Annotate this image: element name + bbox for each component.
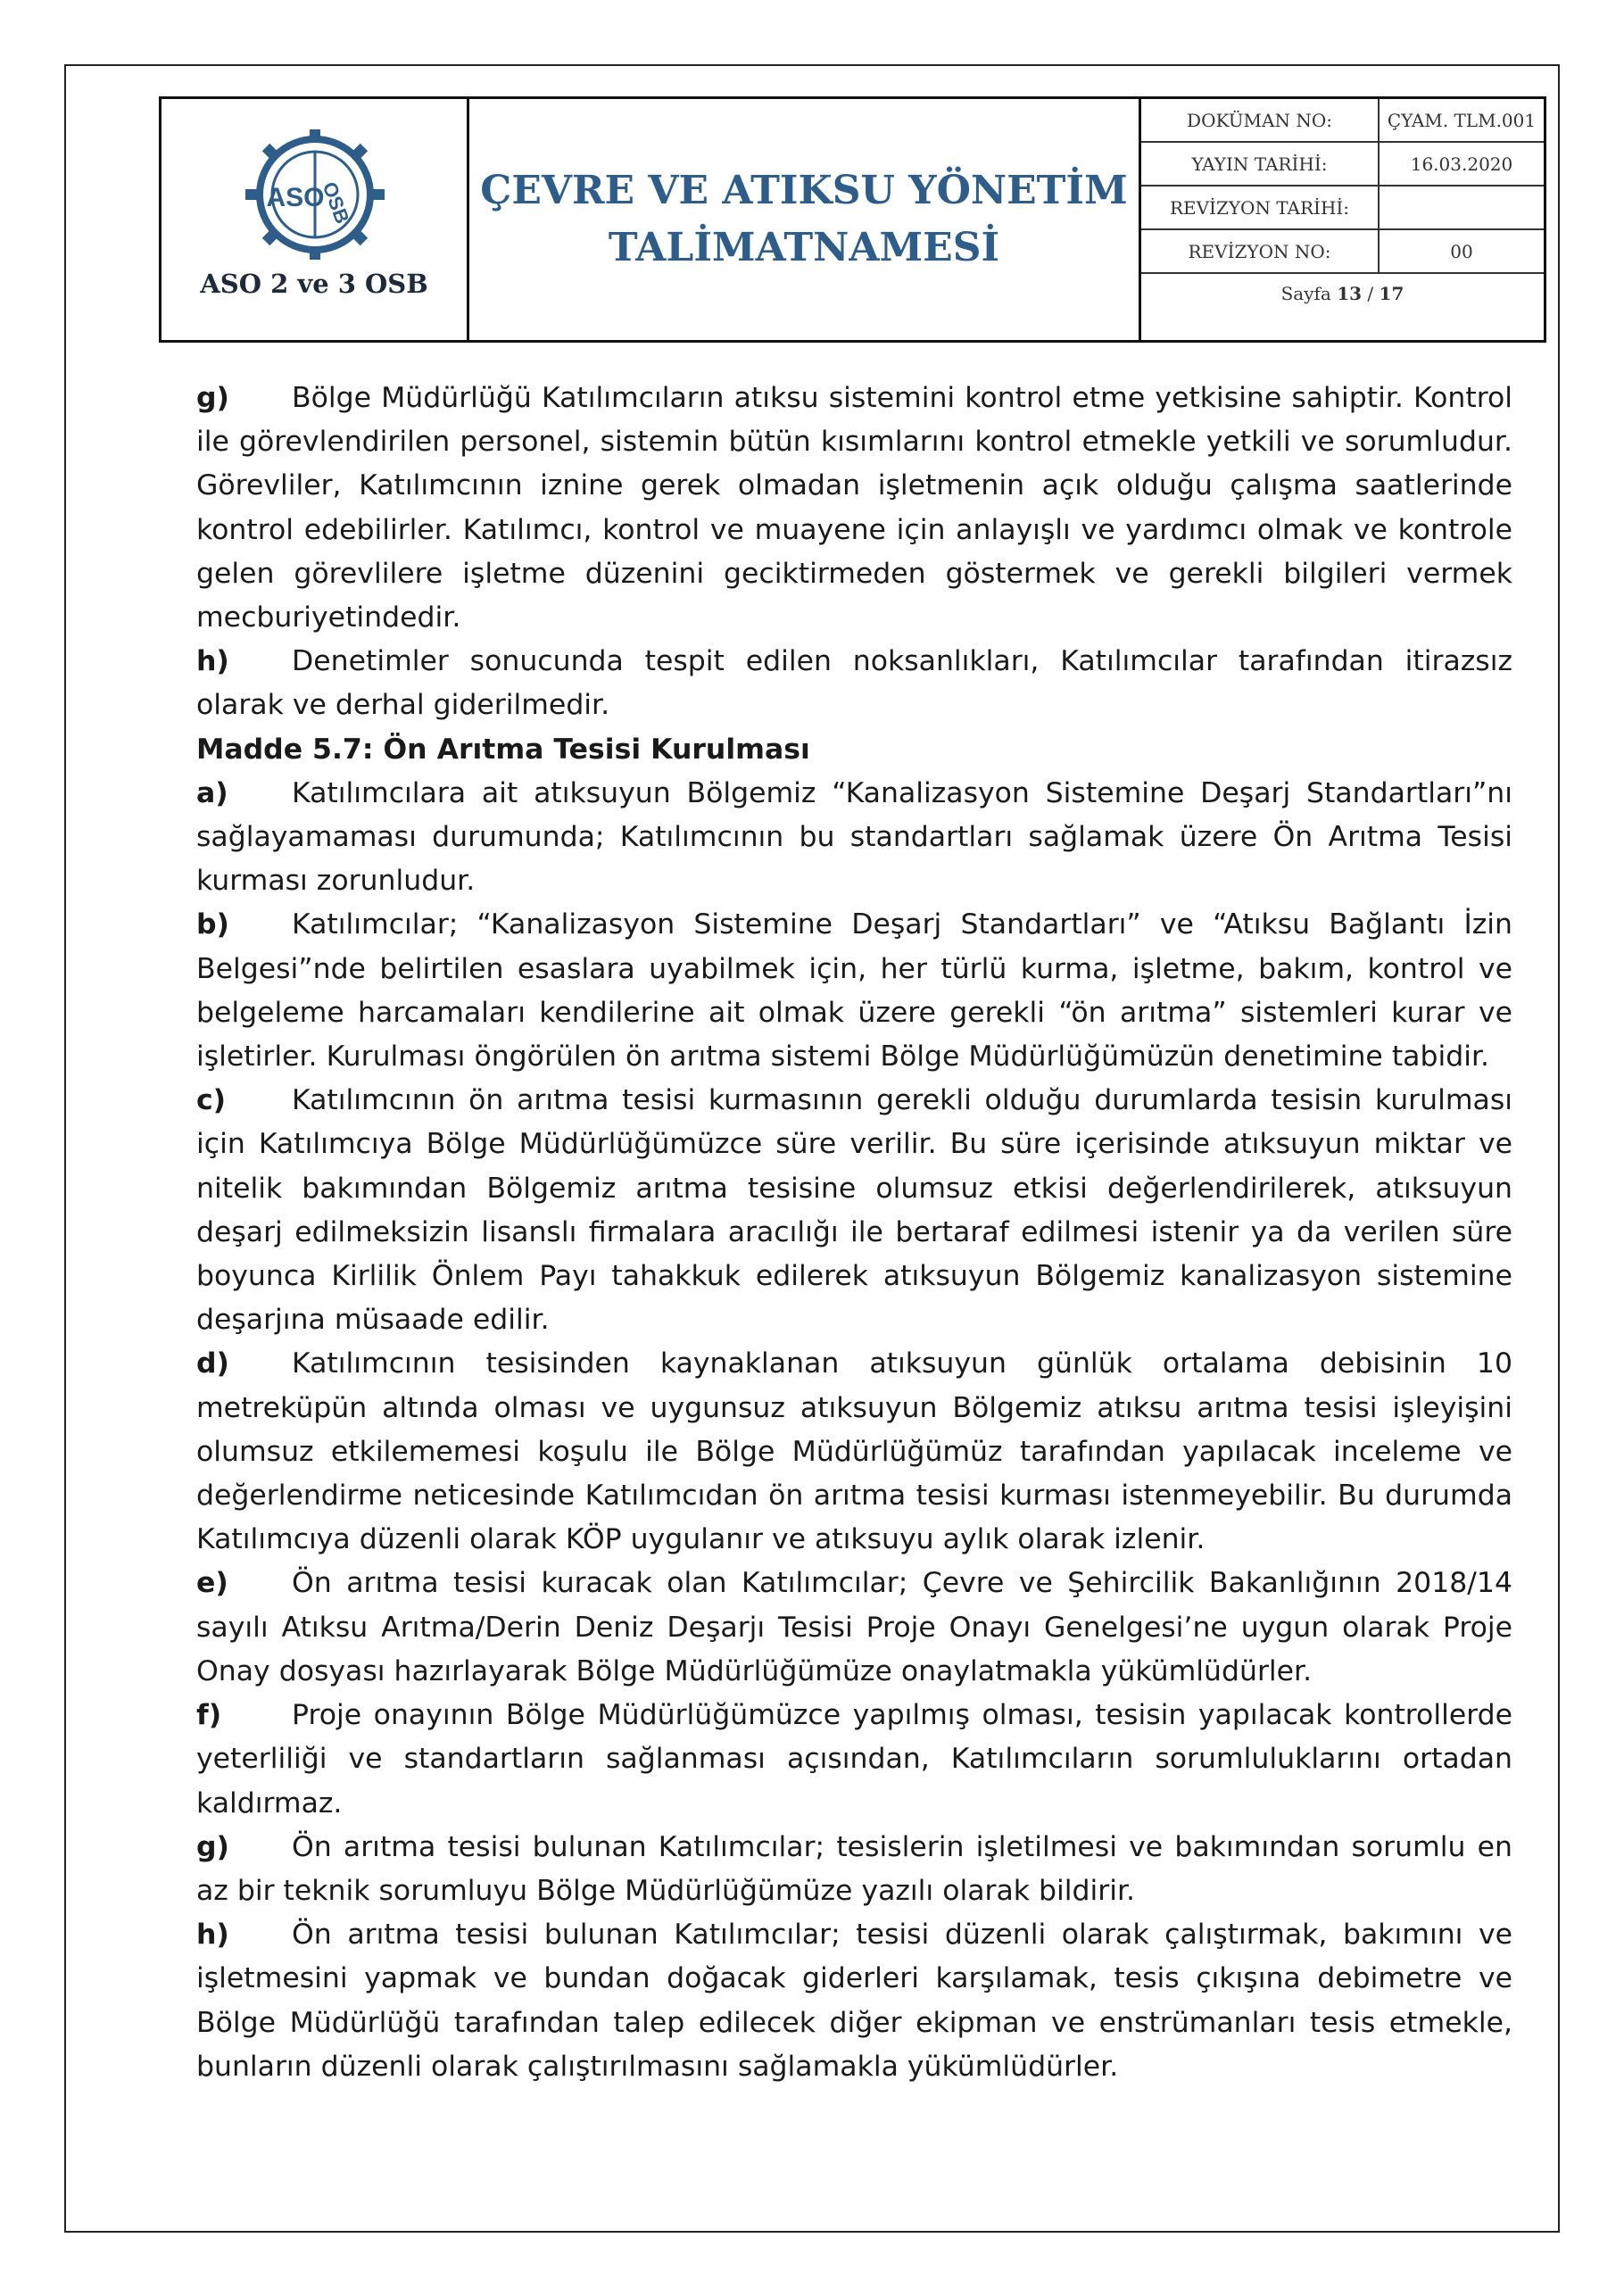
list-item	[196, 377, 1512, 640]
document-meta	[1141, 99, 1544, 340]
document-header	[159, 96, 1546, 343]
document-title	[469, 99, 1141, 340]
section-heading: Madde 5.7: Ön Arıtma Tesisi Kurulması	[196, 733, 810, 766]
meta-row	[1141, 229, 1544, 273]
meta-row	[1141, 186, 1544, 229]
item-letter: h)	[196, 645, 229, 678]
item-text: Bölge Müdürlüğü Katılımcıların atıksu sistemini kontrol etme yetkisine sahiptir. Kontrol ile görevlendirilen personel, sistemin bütün kısımlarını kontrol etmekle yetkili ve sorumludur. Görevliler, Katılımcının iznine gerek olmadan işletmenin açık olduğu çalışma saatlerinde kontrol edebilirler. Katılımcı, kontrol ve muayene için anlayışlı ve yardımcı olmak ve kontrole gelen görevlilere işletme düzenini geciktirmeden göstermek ve gerekli bilgileri vermek mecburiyetindedir.	[196, 382, 1512, 634]
page-separator: /	[1367, 283, 1374, 304]
list-item	[196, 640, 1512, 727]
list-item	[196, 1694, 1512, 1826]
item-letter: f)	[196, 1699, 222, 1732]
item-letter: c)	[196, 1084, 227, 1117]
page-number	[1141, 283, 1544, 304]
list-item	[196, 1826, 1512, 1913]
meta-label: REVİZYON TARİHİ:	[1141, 186, 1379, 229]
item-text: Katılımcılar; “Kanalizasyon Sistemine Deşarj Standartları” ve “Atıksu Bağlantı İzin Belgesi”nde belirtilen esaslara uyabilmek için, her türlü kurma, işletme, bakım, kontrol ve belgeleme harcamaları kendilerine ait olmak üzere gerekli “ön arıtma” sistemleri kurar ve işletirler. Kurulması öngörülen ön arıtma sistemi Bölge Müdürlüğümüzün denetimine tabidir.	[196, 908, 1512, 1073]
title-line-2: TALİMATNAMESİ	[608, 225, 1000, 270]
meta-label: DOKÜMAN NO:	[1141, 99, 1379, 142]
item-letter: g)	[196, 1830, 229, 1863]
meta-table	[1141, 99, 1544, 274]
svg-text:ASO: ASO	[266, 183, 325, 212]
item-letter: g)	[196, 382, 229, 414]
list-item	[196, 903, 1512, 1079]
item-text: Ön arıtma tesisi bulunan Katılımcılar; tesisi düzenli olarak çalıştırmak, bakımını ve işletmesini yapmak ve bundan doğacak giderleri karşılamak, tesis çıkışına debimetre ve Bölge Müdürlüğü tarafından talep edilecek diğer ekipman ve enstrümanları tesis etmekle, bunların düzenli olarak çalıştırılmasını sağlamakla yükümlüdürler.	[196, 1919, 1512, 2083]
aso-osb-logo	[244, 128, 386, 261]
item-text: Katılımcının tesisinden kaynaklanan atıksuyun günlük ortalama debisinin 10 metreküpün altında olması ve uygunsuz atıksuyun Bölgemiz atıksu arıtma tesisi işleyişini olumsuz etkilememesi koşulu ile Bölge Müdürlüğümüz tarafından yapılacak inceleme ve değerlendirme neticesinde Katılımcıdan ön arıtma tesisi kurması istenmeyebilir. Bu durumda Katılımcıya düzenli olarak KÖP uygulanır ve atıksuyu aylık olarak izlenir.	[196, 1347, 1512, 1556]
list-item	[196, 1079, 1512, 1342]
page-total: 17	[1379, 283, 1404, 304]
item-letter: b)	[196, 908, 229, 941]
title-line-1: ÇEVRE VE ATIKSU YÖNETİM	[480, 168, 1128, 213]
item-text: Ön arıtma tesisi kuracak olan Katılımcılar; Çevre ve Şehircilik Bakanlığının 2018/14 sayılı Atıksu Arıtma/Derin Deniz Deşarjı Tesisi Proje Onayı Genelgesi’ne uygun olarak Proje Onay dosyası hazırlayarak Bölge Müdürlüğümüze onaylatmakla yükümlüdürler.	[196, 1567, 1512, 1687]
item-letter: h)	[196, 1919, 229, 1952]
list-item	[196, 772, 1512, 904]
meta-label: YAYIN TARİHİ:	[1141, 142, 1379, 186]
item-letter: e)	[196, 1567, 228, 1600]
item-letter: a)	[196, 776, 228, 809]
list-item	[196, 1342, 1512, 1562]
meta-value	[1379, 186, 1544, 229]
page-prefix: Sayfa	[1280, 283, 1331, 304]
item-text: Ön arıtma tesisi bulunan Katılımcılar; tesislerin işletilmesi ve bakımından sorumlu en az bir teknik sorumluyu Bölge Müdürlüğümüze yazılı olarak bildirir.	[196, 1830, 1512, 1907]
item-text: Katılımcılara ait atıksuyun Bölgemiz “Kanalizasyon Sistemine Deşarj Standartları”nı sağlayamaması durumunda; Katılımcının bu standartları sağlamak üzere Ön Arıtma Tesisi kurması zorunludur.	[196, 776, 1512, 898]
logo-caption: ASO 2 ve 3 OSB	[200, 269, 428, 299]
list-item	[196, 1913, 1512, 2089]
document-body	[196, 377, 1512, 2089]
item-text: Katılımcının ön arıtma tesisi kurmasının gerekli olduğu durumlarda tesisin kurulması için Katılımcıya Bölge Müdürlüğümüzce süre verilir. Bu süre içerisinde atıksuyun miktar ve nitelik bakımından Bölgemiz arıtma tesisine olumsuz etkisi değerlendirilerek, atıksuyun deşarj edilmeksizin lisanslı firmalara aracılığı ile bertaraf edilmesi istenir ya da verilen süre boyunca Kirlilik Önlem Payı tahakkuk edilerek atıksuyun Bölgemiz kanalizasyon sistemine deşarjına müsaade edilir.	[196, 1084, 1512, 1337]
meta-value: 00	[1379, 229, 1544, 273]
item-text: Proje onayının Bölge Müdürlüğümüzce yapılmış olması, tesisin yapılacak kontrollerde yeterliliği ve standartların sağlanması açısından, Katılımcıların sorumluluklarını ortadan kaldırmaz.	[196, 1699, 1512, 1819]
item-text: Denetimler sonucunda tespit edilen noksanlıkları, Katılımcılar tarafından itirazsız olarak ve derhal giderilmedir.	[196, 645, 1512, 722]
meta-row	[1141, 99, 1544, 142]
item-letter: d)	[196, 1347, 229, 1380]
svg-text:OSB: OSB	[318, 178, 354, 227]
meta-label: REVİZYON NO:	[1141, 229, 1379, 273]
header-logo-cell	[162, 99, 469, 340]
page-current: 13	[1337, 283, 1363, 304]
meta-value: ÇYAM. TLM.001	[1379, 99, 1544, 142]
meta-row	[1141, 142, 1544, 186]
list-item	[196, 1562, 1512, 1694]
meta-value: 16.03.2020	[1379, 142, 1544, 186]
